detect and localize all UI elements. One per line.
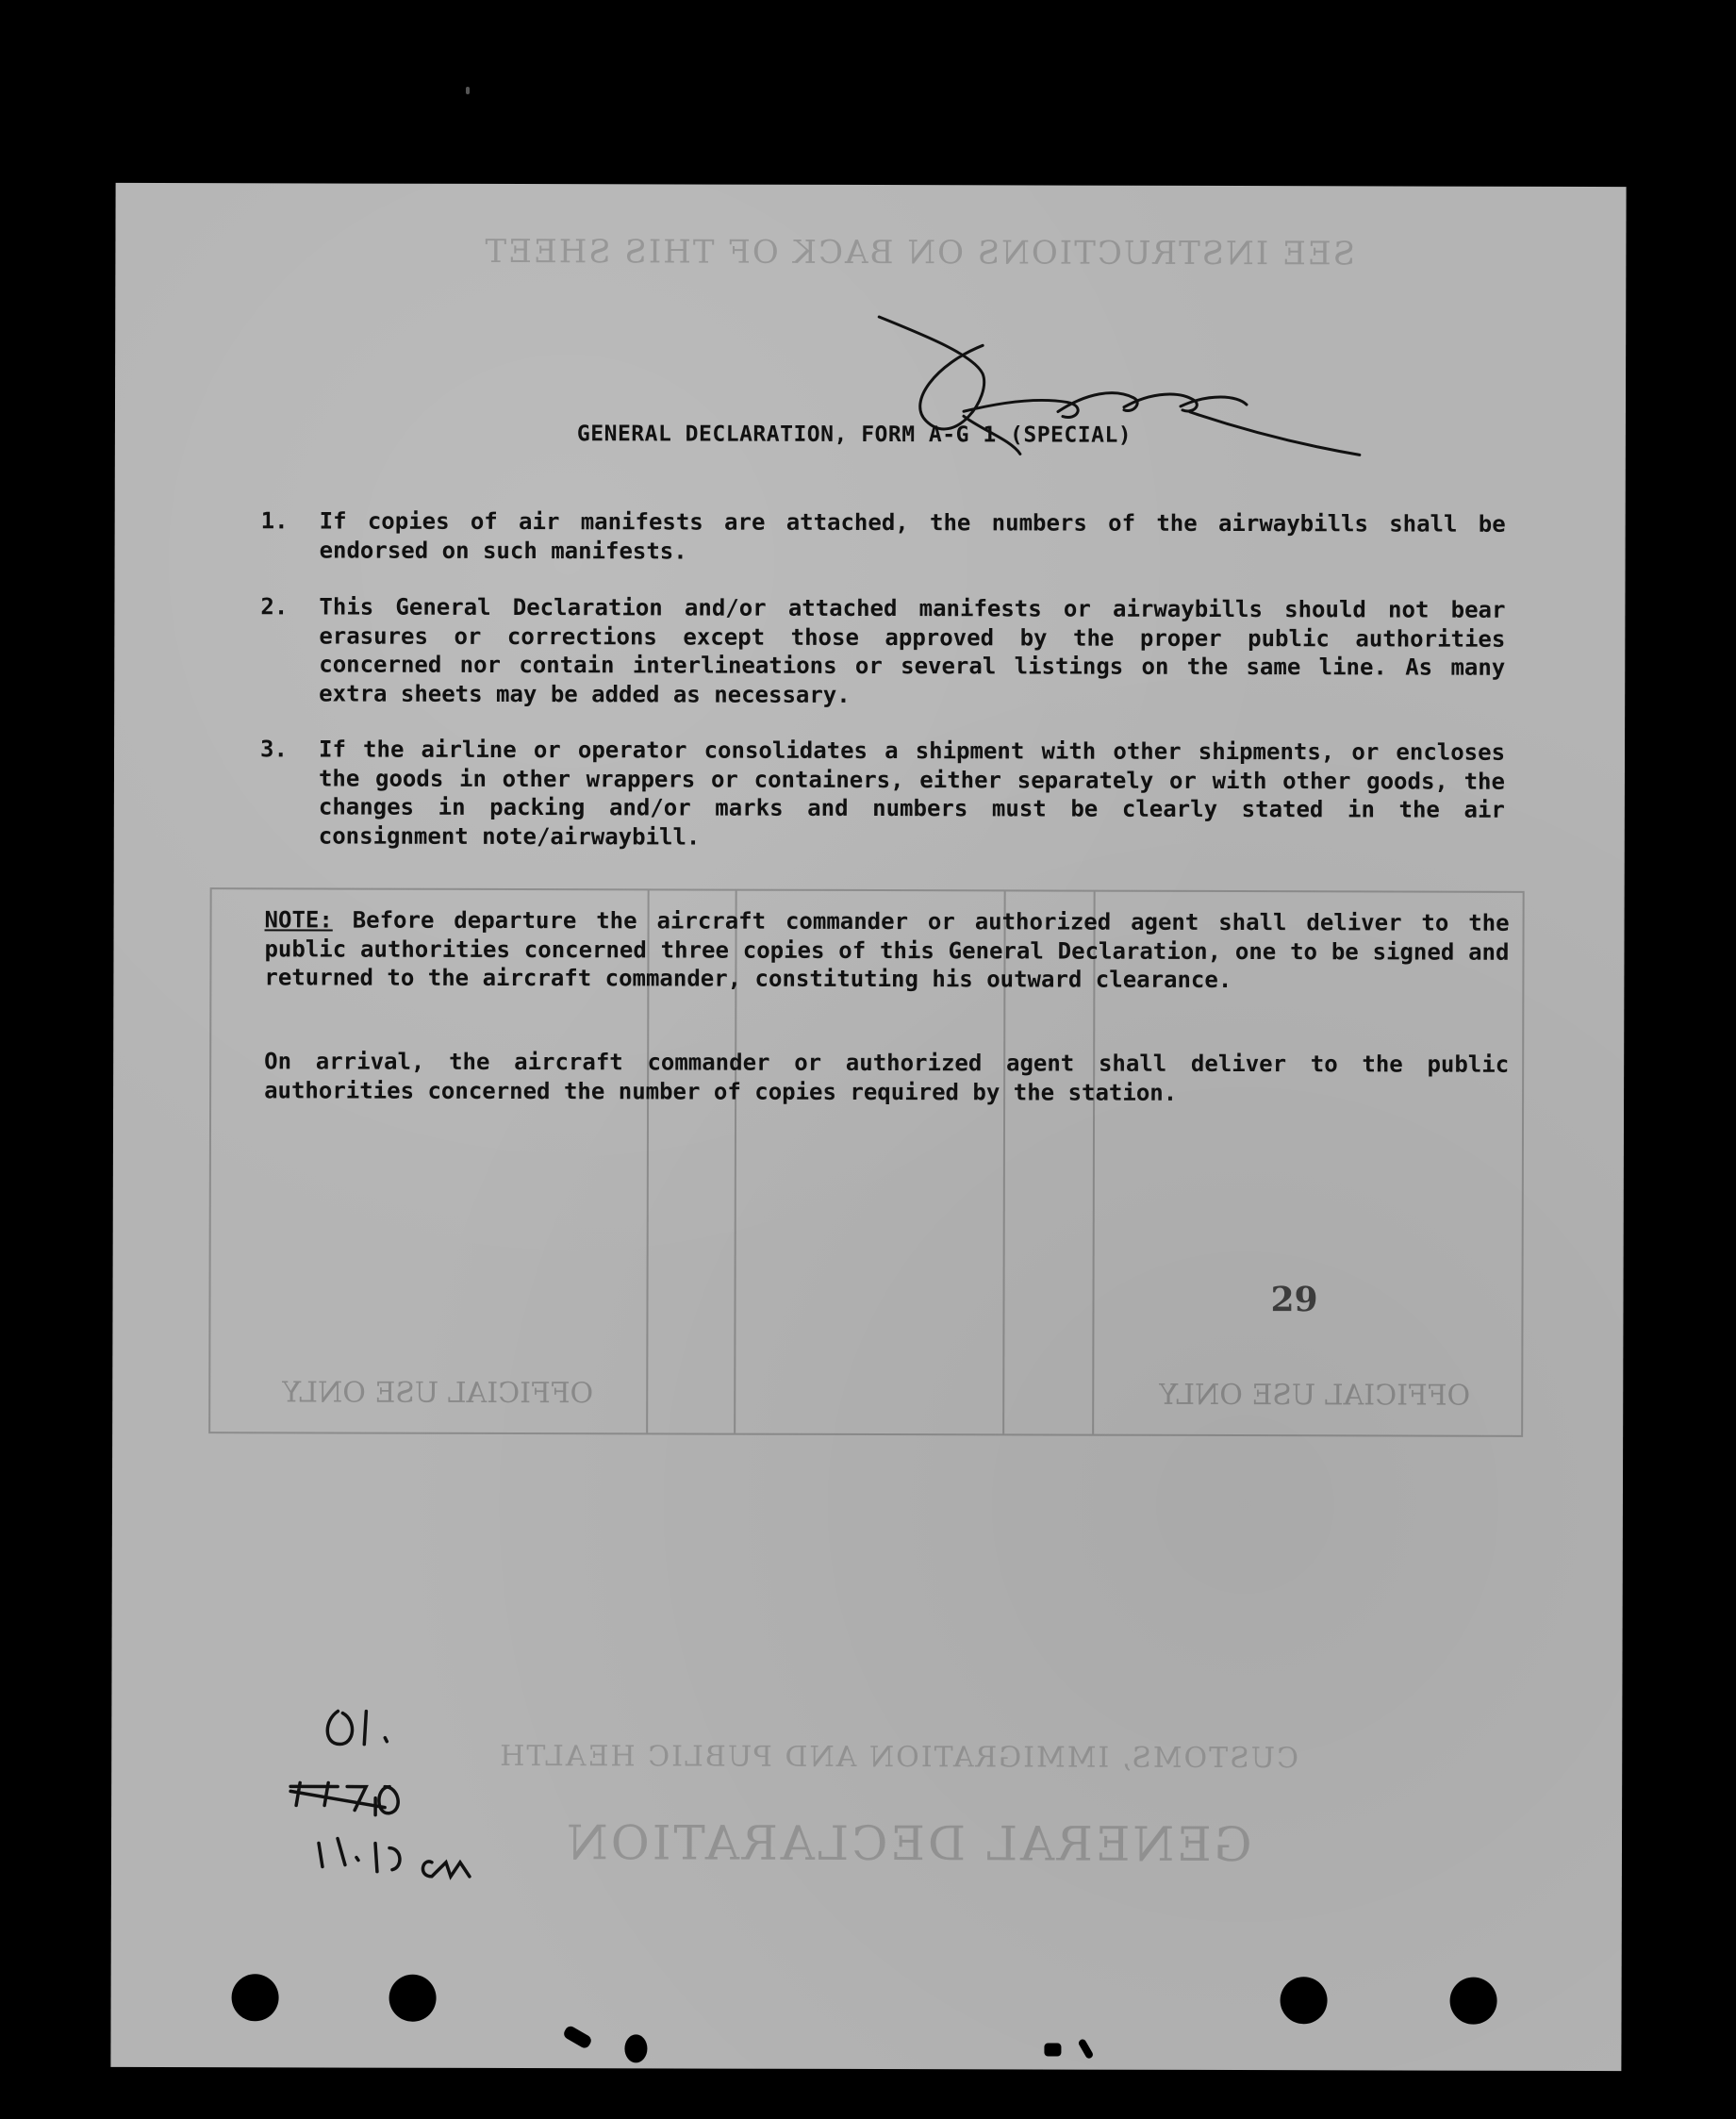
note-label: NOTE: [264,906,333,934]
instruction-item-1 [261,506,1506,567]
item-number: 2. [260,593,289,621]
ink-speck [1077,2038,1094,2060]
item-number: 3. [260,736,288,763]
ink-speck [624,2034,647,2062]
ink-speck [1044,2043,1061,2056]
film-speck [466,87,470,94]
note-paragraph [264,905,1509,995]
item-text: If the airline or operator consolidates a shipment with other shipments, or encloses the goods in other wrappers or containers, either separately or with other goods, the changes in packing and/or marks and numbers must be clearly stated in the air consignment note/airwaybill. [318,736,1506,851]
ink-speck [562,2025,593,2050]
binder-hole [1450,1978,1497,2025]
bleed-through-official-use-left: OFFICIAL USE ONLY [282,1376,594,1411]
bleed-through-text-customs: CUSTOMS, IMMIGRATION AND PUBLIC HEALTH [498,1739,1299,1776]
instruction-item-2 [260,592,1505,710]
handwritten-notes [234,1692,574,1919]
item-text: If copies of air manifests are attached, the numbers of the airwaybills shall be endorsed on such manifests. [319,507,1506,564]
document-page [110,183,1626,2071]
binder-hole [232,1974,279,2021]
arrival-paragraph: On arrival, the aircraft commander or authorized agent shall deliver to the public authorities concerned the number of copies required by the station. [264,1048,1510,1106]
bleed-through-text-top: SEE INSTRUCTIONS ON BACK OF THIS SHEET [483,232,1356,273]
note-text: Before departure the aircraft commander or authorized agent shall deliver to the public authorities concerned three copies of this General Declaration, one to be signed and returned to the aircraft commander, constituting his outward clearance. [264,906,1510,994]
film-speck [471,38,477,43]
binder-hole [1281,1977,1328,2024]
page-title: GENERAL DECLARATION, FORM A-G 1 (SPECIAL) [576,422,1133,448]
item-text: This General Declaration and/or attached manifests or airwaybills should not bear erasures or corrections except those approved by the proper public authorities concerned nor contain interlineations or several listings on the same line. As many extra sheets may be added as necessary. [319,593,1506,708]
instruction-item-3 [260,735,1505,853]
bleed-through-text-heading: GENERAL DECLARATION [563,1815,1252,1873]
item-number: 1. [260,507,289,535]
binder-hole [389,1975,437,2022]
stamp-number: 29 [1270,1280,1318,1320]
bleed-through-official-use: OFFICIAL USE ONLY [1159,1378,1471,1413]
